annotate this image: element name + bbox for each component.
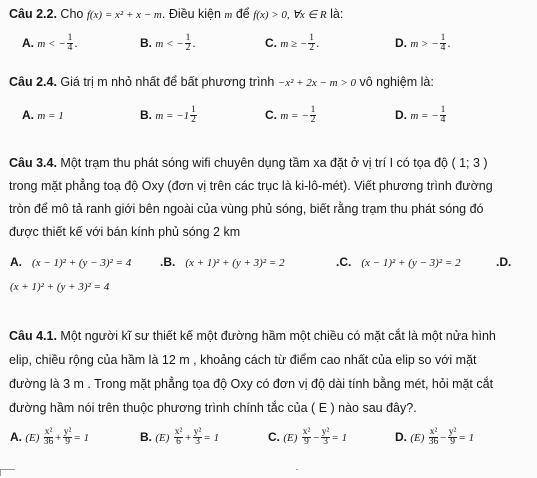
option-expression: m < − xyxy=(155,38,184,50)
equation-rhs: = 1 xyxy=(203,432,220,444)
question-4-1-line-3: đường là 3 m . Trong mặt phẳng tọa độ Oxy có đơn vị độ dài tính bằng mét, hỏi mặt cắt xyxy=(9,377,494,391)
q24-option-a[interactable] xyxy=(22,106,64,125)
equation-rhs: = 1 xyxy=(458,432,475,444)
option-key: .B. xyxy=(160,255,176,269)
fraction: $\frac{1}{2}$ xyxy=(309,33,314,54)
option-expression: (x − 1)² + (y − 3)² = 2 xyxy=(361,257,461,269)
option-key: D. xyxy=(395,430,407,444)
question-text: để xyxy=(232,7,254,21)
fraction: $\frac{1}{4}$ xyxy=(440,105,446,126)
option-key: B. xyxy=(140,36,152,50)
question-3-4-line-2: trong mặt phẳng toạ độ Oxy (đơn vị trên các trục là ki-lô-mét). Viết phương trình đường xyxy=(9,179,493,193)
ellipse-label: (E) xyxy=(25,432,40,444)
fraction: $\frac{\text{y²}}{3}$ xyxy=(321,427,330,448)
q22-option-c[interactable] xyxy=(265,34,319,53)
q24-option-c[interactable] xyxy=(265,106,317,125)
question-3-4-line-4: được thiết kế với bán kính phủ sóng 2 km xyxy=(9,225,241,239)
option-expression: m < − xyxy=(37,38,66,50)
equation-rhs: = 1 xyxy=(73,432,90,444)
ellipse-label: (E) xyxy=(155,432,170,444)
question-text: Cho xyxy=(56,7,87,21)
ellipse-label: (E) xyxy=(283,432,298,444)
question-text: Một người kĩ sư thiết kế một đường hầm một chiều có mặt cắt là một nửa hình xyxy=(56,329,496,343)
option-key: A. xyxy=(22,108,34,122)
question-text: . Điều kiện xyxy=(161,7,225,21)
fraction: $\frac{\text{x²}}{36}$ xyxy=(43,427,54,448)
q24-option-d[interactable] xyxy=(395,106,447,125)
inequality-expression: −x² + 2x − m > 0 xyxy=(277,77,356,89)
q41-option-d[interactable] xyxy=(395,428,474,447)
option-key: A. xyxy=(10,430,22,444)
option-punct: . xyxy=(316,36,320,50)
option-expression: m ≥ − xyxy=(280,38,308,50)
option-expression: m = − xyxy=(410,110,439,122)
fraction: $\frac{1}{4}$ xyxy=(440,33,446,54)
fraction: $\frac{1}{2}$ xyxy=(191,105,196,126)
question-text: là: xyxy=(326,7,344,21)
q22-option-b[interactable] xyxy=(140,34,196,53)
option-key: B. xyxy=(140,108,152,122)
option-key: C. xyxy=(268,430,280,444)
option-expression: m > − xyxy=(410,38,439,50)
q34-option-d-key[interactable] xyxy=(496,253,511,271)
option-key: D. xyxy=(395,108,407,122)
q22-option-a[interactable] xyxy=(22,34,78,53)
fraction: $\frac{\text{x²}}{9}$ xyxy=(302,427,311,448)
option-punct: . xyxy=(74,36,78,50)
fraction: $\frac{\text{x²}}{6}$ xyxy=(174,427,183,448)
q34-option-c[interactable] xyxy=(336,253,461,272)
operator: + xyxy=(184,432,192,444)
q41-option-a[interactable] xyxy=(10,428,89,447)
fraction: $\frac{1}{4}$ xyxy=(67,33,73,54)
q34-option-d[interactable] xyxy=(10,277,109,296)
option-key: A. xyxy=(22,36,34,50)
option-expression: (x + 1)² + (y + 3)² = 2 xyxy=(185,257,285,269)
question-4-1-line-2: elip, chiều rộng của hầm là 12 m , khoảng cách từ điểm cao nhất của elip so với mặt xyxy=(9,353,477,367)
condition-expression: f(x) > 0, ∀x ∈ R xyxy=(253,9,327,21)
question-2-4 xyxy=(9,74,434,91)
option-key: D. xyxy=(395,36,407,50)
q34-option-a[interactable] xyxy=(10,253,131,272)
equation-rhs: = 1 xyxy=(331,432,348,444)
question-3-4-line-1 xyxy=(9,155,488,171)
operator: − xyxy=(439,432,447,444)
ellipse-label: (E) xyxy=(410,432,425,444)
option-key: .C. xyxy=(336,255,352,269)
crop-mark xyxy=(0,469,15,476)
question-3-4-line-3: tròn để mô tả ranh giới bên ngoài của vùng phủ sóng, biết rằng trạm thu phát sóng đó xyxy=(9,202,484,216)
option-expression: (x + 1)² + (y + 3)² = 4 xyxy=(10,281,110,293)
variable-m: m xyxy=(224,9,233,21)
question-label: Câu 4.1. xyxy=(9,329,57,343)
fraction: $\frac{\text{y²}}{3}$ xyxy=(193,427,202,448)
question-4-1-line-1 xyxy=(9,328,496,344)
question-text: Giá trị m nhỏ nhất để bất phương trình xyxy=(56,75,278,89)
question-4-1-line-4: đường hầm nói trên thuộc phương trình chính tắc của ( E ) nào sau đây?. xyxy=(9,401,417,415)
function-expression: f(x) = x² + x − m xyxy=(86,9,162,21)
question-text: vô nghiệm là: xyxy=(356,75,434,89)
fraction: $\frac{\text{x²}}{36}$ xyxy=(428,427,439,448)
option-key: A. xyxy=(10,255,22,269)
option-punct: . xyxy=(192,36,196,50)
option-key: C. xyxy=(265,108,277,122)
q24-option-b[interactable] xyxy=(140,106,198,125)
operator: − xyxy=(312,432,320,444)
option-expression: m = 1 xyxy=(37,110,64,122)
q41-option-b[interactable] xyxy=(140,428,219,447)
option-expression: (x − 1)² + (y − 3)² = 4 xyxy=(32,257,132,269)
question-label: Câu 2.4. xyxy=(9,75,57,89)
q22-option-d[interactable] xyxy=(395,34,451,53)
question-2-2 xyxy=(9,6,343,23)
crop-mark xyxy=(296,469,298,476)
q41-option-c[interactable] xyxy=(268,428,347,447)
option-expression: m = − xyxy=(280,110,309,122)
option-key: B. xyxy=(140,430,152,444)
question-label: Câu 2.2. xyxy=(9,7,57,21)
fraction: $\frac{\text{y²}}{9}$ xyxy=(448,427,457,448)
fraction: $\frac{1}{2}$ xyxy=(310,105,316,126)
question-text: Một trạm thu phát sóng wifi chuyên dụng tầm xa đặt ở vị trí I có tọa độ ( 1; 3 ) xyxy=(56,156,488,170)
option-key: C. xyxy=(265,36,277,50)
fraction: $\frac{\text{y²}}{9}$ xyxy=(63,427,72,448)
option-punct: . xyxy=(447,36,451,50)
option-expression: m = −1 xyxy=(155,110,190,122)
operator: + xyxy=(54,432,62,444)
q34-option-b[interactable] xyxy=(160,253,285,272)
question-label: Câu 3.4. xyxy=(9,156,57,170)
option-key: .D. xyxy=(496,255,512,269)
fraction: $\frac{1}{2}$ xyxy=(185,33,191,54)
